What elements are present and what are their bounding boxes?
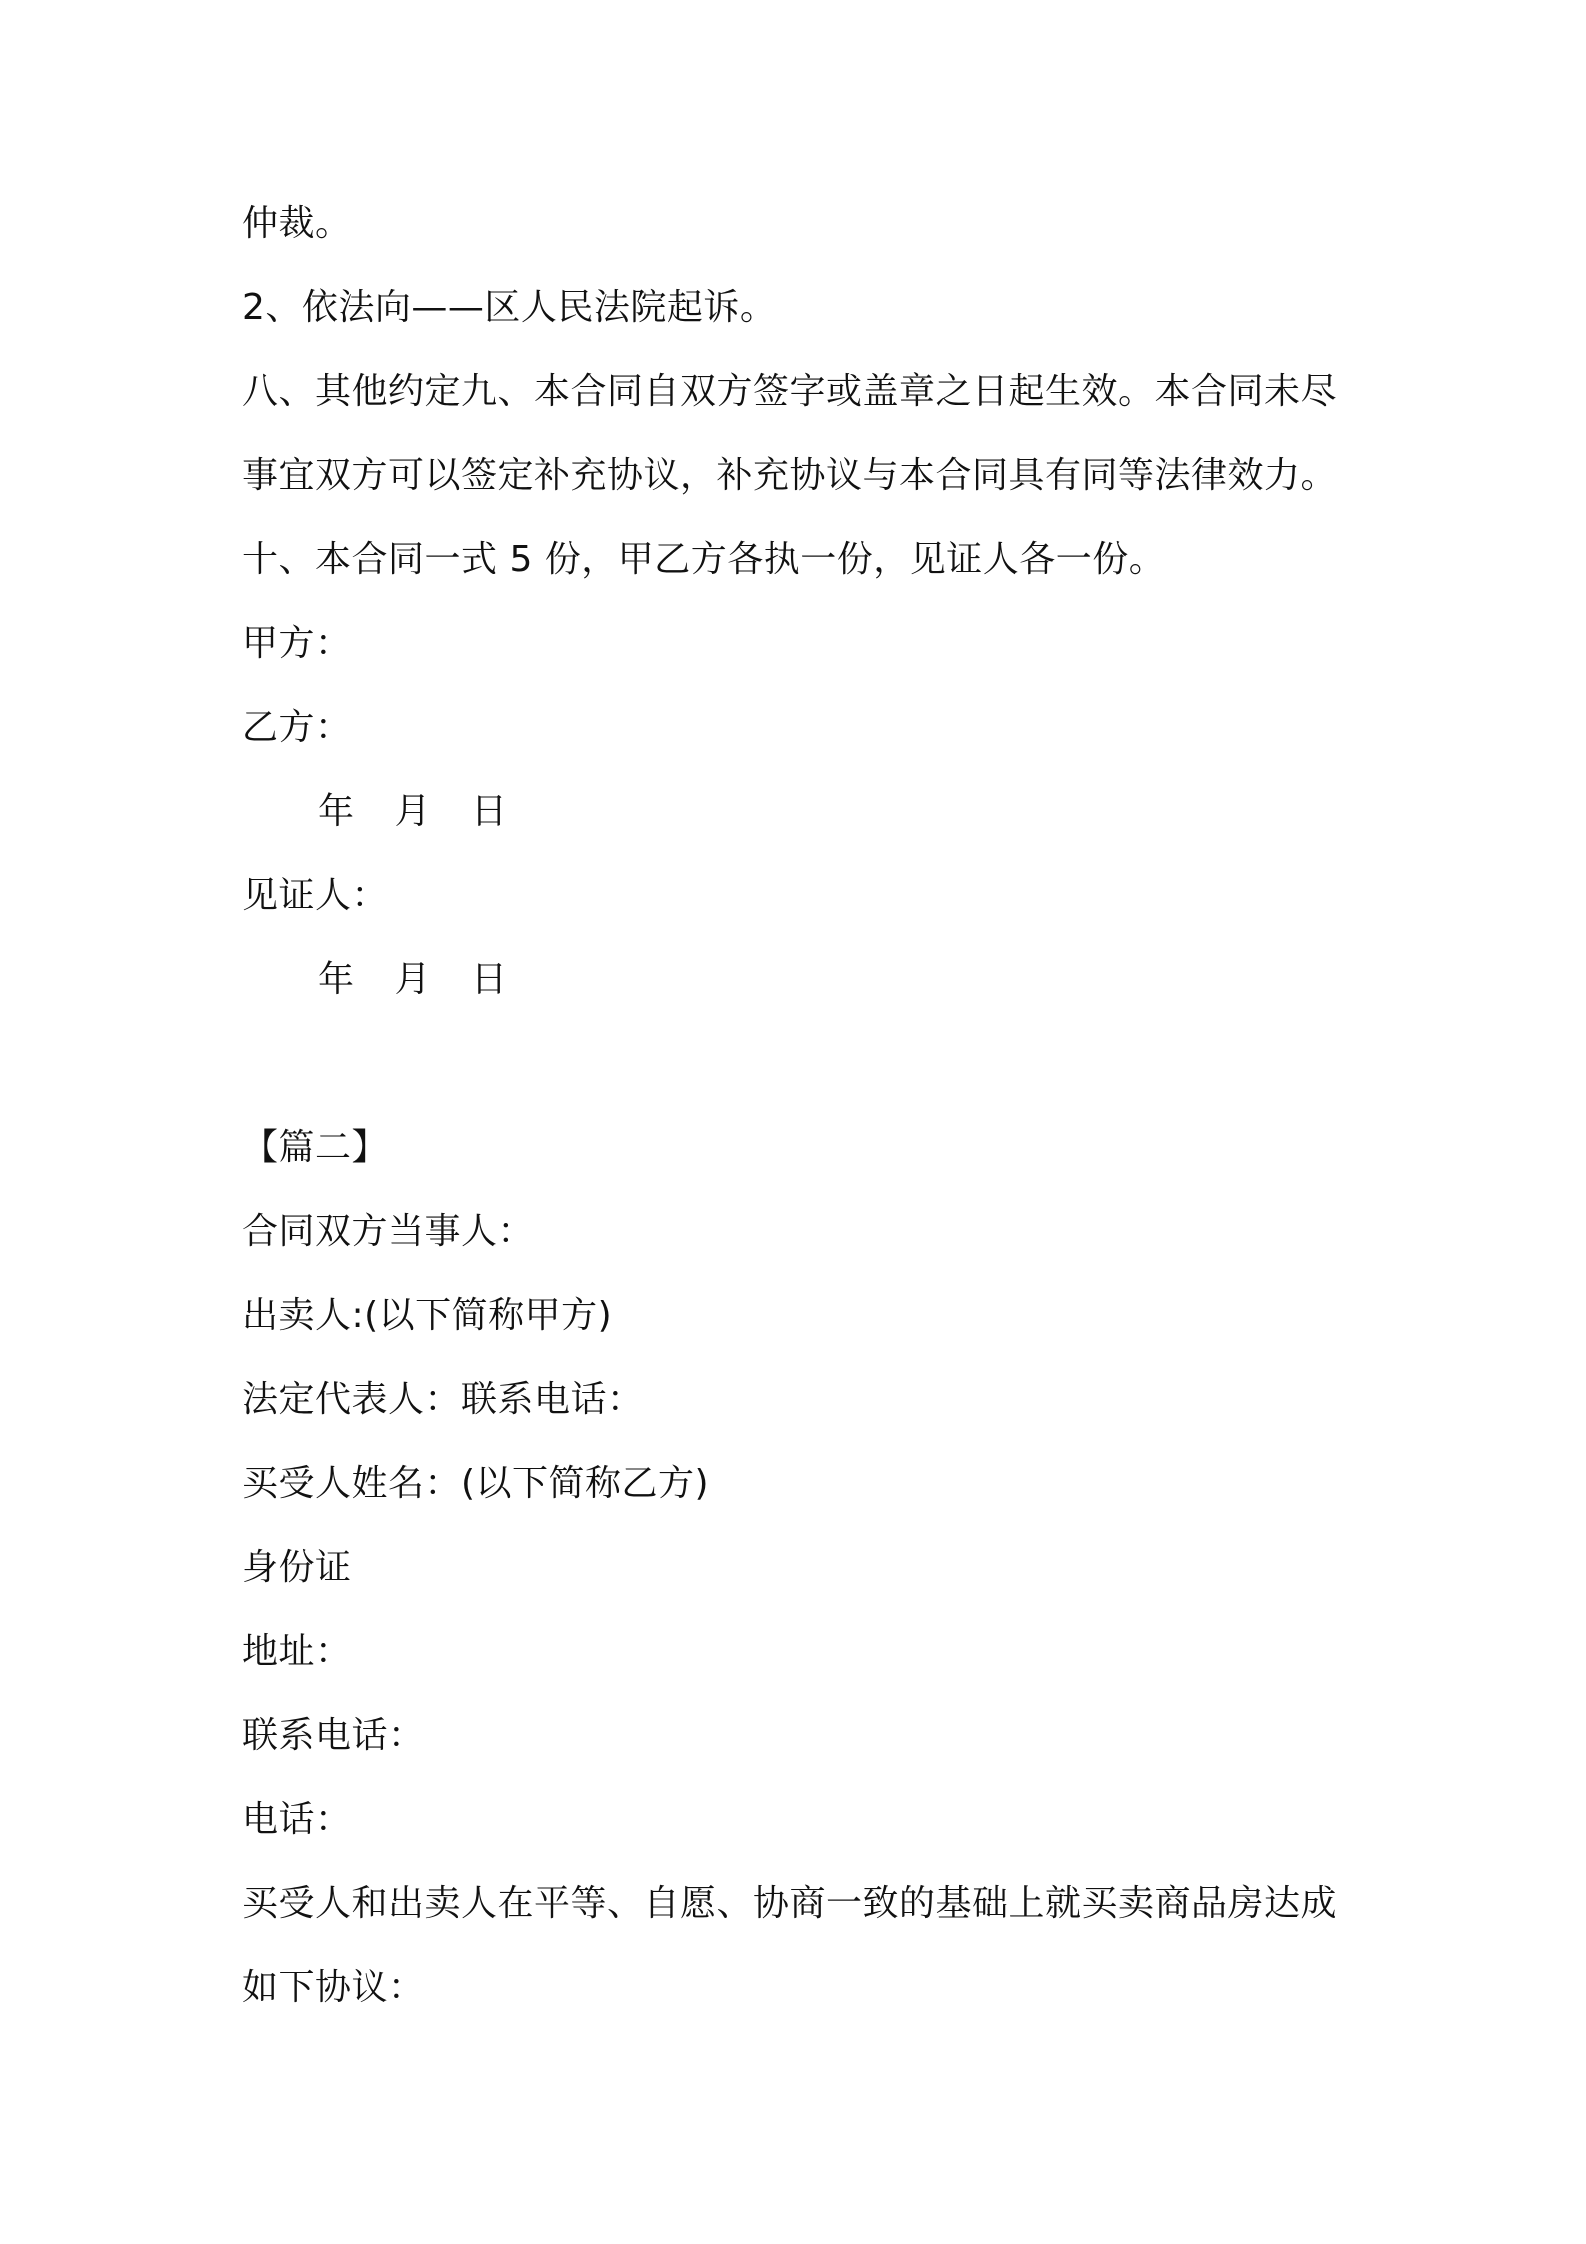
phone-label: 电话：	[242, 1799, 352, 1840]
witness-label: 见证人：	[242, 875, 389, 916]
legal-rep-label: 法定代表人：联系电话：	[242, 1379, 644, 1420]
date-month-label: 月	[394, 959, 432, 1000]
parties-label: 合同双方当事人：	[242, 1211, 535, 1252]
arbitration-tail-text: 仲裁。	[242, 203, 352, 244]
clause-2-text: 2、依法向——区人民法院起诉。	[242, 287, 777, 328]
intro-text-line2: 如下协议：	[242, 1967, 425, 2008]
section-heading: 【篇二】	[242, 1127, 389, 1168]
date-year-label: 年	[318, 959, 355, 1000]
date-line-1	[318, 788, 508, 836]
date-line-2	[318, 956, 508, 1004]
clause-8-9-text-line1: 八、其他约定九、本合同自双方签字或盖章之日起生效。本合同未尽	[242, 371, 1338, 412]
date-month-label: 月	[394, 791, 432, 832]
seller-label: 出卖人:(以下简称甲方)	[242, 1295, 613, 1336]
date-year-label: 年	[318, 791, 355, 832]
intro-text-line1: 买受人和出卖人在平等、自愿、协商一致的基础上就买卖商品房达成	[242, 1883, 1338, 1924]
clause-8-9-text-line2: 事宜双方可以签定补充协议，补充协议与本合同具有同等法律效力。	[242, 455, 1338, 496]
party-b-label: 乙方：	[242, 707, 352, 748]
clause-10-text: 十、本合同一式 5 份，甲乙方各执一份，见证人各一份。	[242, 539, 1166, 580]
address-label: 地址：	[242, 1631, 352, 1672]
date-day-label: 日	[471, 791, 508, 832]
id-card-label: 身份证	[242, 1547, 352, 1588]
date-day-label: 日	[471, 959, 508, 1000]
contact-phone-label: 联系电话：	[242, 1715, 425, 1756]
buyer-name-label: 买受人姓名：(以下简称乙方)	[242, 1463, 710, 1504]
party-a-label: 甲方：	[242, 623, 352, 664]
